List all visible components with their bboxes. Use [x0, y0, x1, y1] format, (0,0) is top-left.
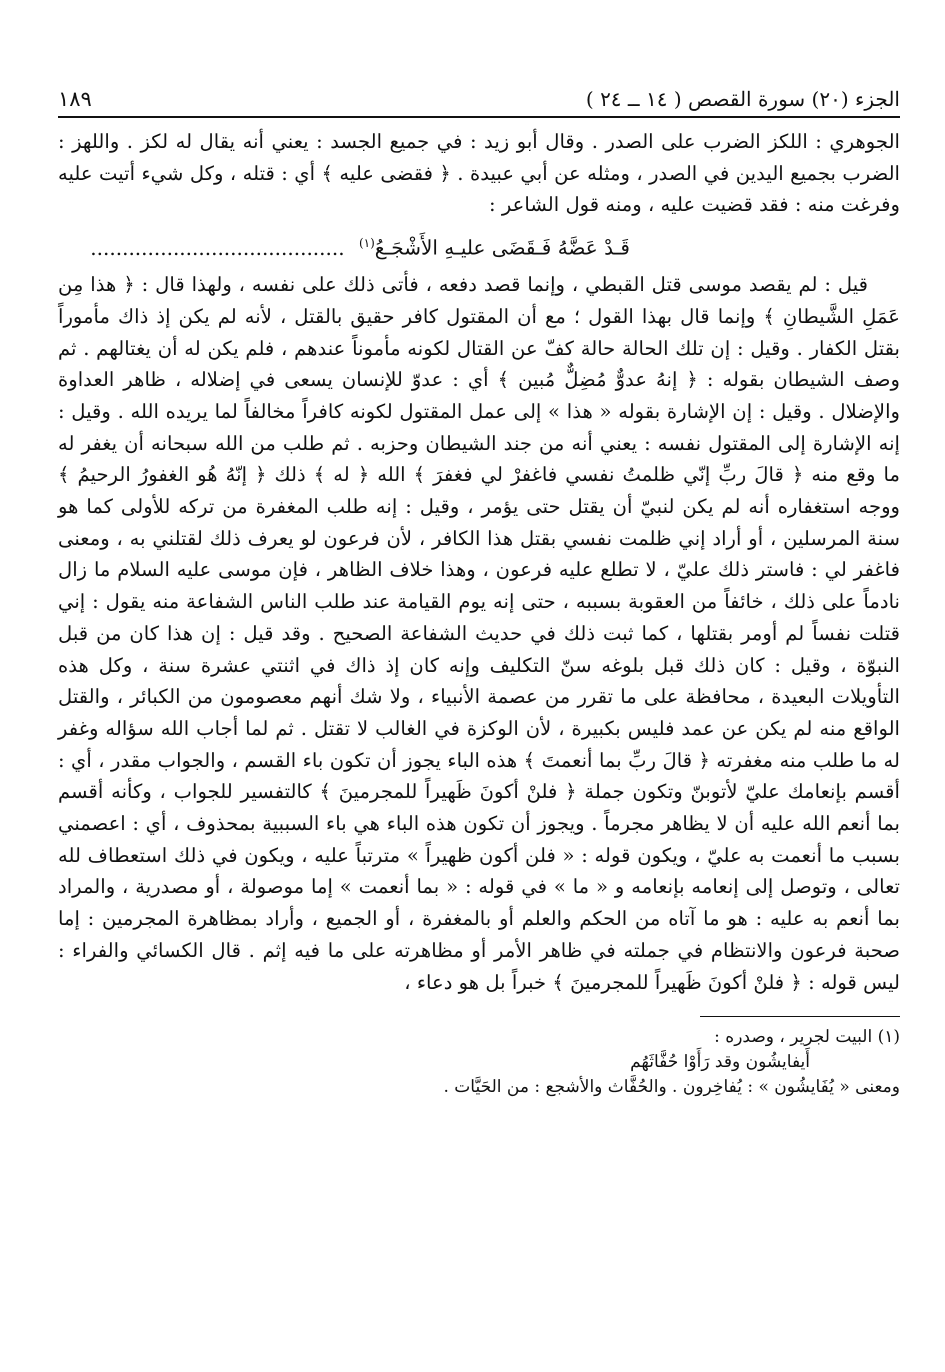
footnotes [58, 1025, 900, 1100]
verse-text: قَـدْ عَضَّهُ فَـقَضَى عليـهِ الأَشْجَـعُ [374, 235, 630, 260]
footnote-verse: أَيفايشُون وقد رَأَوْا حُفَّاثَهُم [630, 1052, 810, 1073]
page-header [58, 84, 900, 114]
body-text [58, 126, 900, 998]
paragraph-main: قيل : لم يقصد موسى قتل القبطي ، وإنما قصد دفعه ، فأتى ذلك على نفسه ، ولهذا قال : ﴿ هذا مِن عَمَلِ الشَّيطانِ ﴾ وإنما قال بهذا القول ؛ مع أن المقتول كافر حقيق بالقتل ، لأنه لم يكن إذ ذاك مأموراً بقتل الكفار . وقيل : إن تلك الحالة حالة كفّ عن القتال لكونه مأموناً عندهم ، فلم يكن له أن يغتالهم . ثم وصف الشيطان بقوله : ﴿ إنهُ عدوٌّ مُضِلٌّ مُبين ﴾ أي : عدوّ للإنسان يسعى في إضلاله ، ظاهر العداوة والإضلال . وقيل : إن الإشارة بقوله « هذا » إلى عمل المقتول لكونه كافراً مخالفاً لما يريده الله . وقيل : إنه الإشارة إلى المقتول نفسه : يعني أنه من جند الشيطان وحزبه . ثم طلب من الله سبحانه أن يغفر له ما وقع منه ﴿ قالَ ربِّ إنّي ظلمتُ نفسي فاغفرْ لي فغفرَ ﴾ الله ﴿ له ﴾ ذلك ﴿ إنّهُ هُو الغفورُ الرحيمُ ﴾ ووجه استغفاره أنه لم يكن لنبيّ أن يقتل حتى يؤمر ، وقيل : إنه طلب المغفرة من تركه للأولى كما هو سنة المرسلين ، أو أراد إني ظلمت نفسي بقتل هذا الكافر ، لأن فرعون لو يعرف ذلك لقتلني به ، ومعنى فاغفر لي : فاستر ذلك عليّ ، لا تطلع عليه فرعون ، وهذا خلاف الظاهر ، فإن موسى عليه السلام ما زال نادماً على ذلك ، خائفاً من العقوبة بسببه ، حتى إنه يوم القيامة عند طلب الناس الشفاعة منه يقول : إني قتلت نفساً لم أومر بقتلها ، كما ثبت ذلك في حديث الشفاعة الصحيح . وقد قيل : إن هذا كان من قبل النبوّة ، وقيل : كان ذلك قبل بلوغه سنّ التكليف وإنه كان إذ ذاك في اثنتي عشرة سنة ، وكل هذه التأويلات البعيدة ، محافظة على ما تقرر من عصمة الأنبياء ، ولا شك أنهم معصومون من الكبائر ، والقتل الواقع منه لم يكن عن عمد فليس بكبيرة ، لأن الوكزة في الغالب لا تقتل . ثم لما أجاب الله سؤاله وغفر له ما طلب منه مغفرته ﴿ قالَ ربِّ بما أنعمتَ ﴾ هذه الباء يجوز أن تكون باء القسم ، والجواب مقدر ، أي : أقسم بإنعامك عليّ لأتوبنّ وتكون جملة ﴿ فلنْ أكونَ ظَهيراً للمجرمينَ ﴾ كالتفسير للجواب ، وكأنه أقسم بما أنعم الله عليه أن لا يظاهر مجرماً . ويجوز أن تكون هذه الباء هي باء السببية بمحذوف ، أي : اعصمني بسبب ما أنعمت به عليّ ، ويكون قوله : « فلن أكون ظهيراً » مترتباً عليه ، ويكون في ذلك استعطاف لله تعالى ، وتوصل إلى إنعامه بإنعامه و « ما » في قوله : « بما أنعمت » إما موصولة ، أو مصدرية ، والمراد بما أنعم به عليه : هو ما آتاه من الحكم والعلم أو بالمغفرة ، أو الجميع ، وأراد بمظاهرة المجرمين : إما صحبة فرعون والانتظام في جملته في ظاهر الأمر أو مظاهرته على ما فيه إثم . قال الكسائي والفراء : ليس قوله : ﴿ فلنْ أكونَ ظَهيراً للمجرمينَ ﴾ خبراً بل هو دعاء ، [58, 273, 900, 994]
page-number: ١٨٩ [58, 87, 92, 111]
running-title: الجزء (٢٠) سورة القصص ( ١٤ ــ ٢٤ ) [585, 87, 900, 111]
verse-dots: ........................................ [90, 235, 345, 260]
page [58, 84, 900, 1100]
header-divider [58, 116, 900, 118]
footnote-marker: (١) [358, 236, 375, 251]
footnote-line-3: ومعنى « يُفَايشُون » : يُفاخِرون . والحُفَّاث والأشجع : من الحَيَّات . [443, 1077, 900, 1098]
footnote-divider [700, 1016, 900, 1017]
poetry-verse [58, 223, 900, 263]
footnote-line-1: (١) البيت لجرير ، وصدره : [714, 1027, 900, 1048]
paragraph-intro: الجوهري : اللكز الضرب على الصدر . وقال أبو زيد : في جميع الجسد : يعني أنه يقال له لكز . واللهز : الضرب بجميع اليدين في الصدر ، ومثله عن أبي عبيدة . ﴿ فقضى عليه ﴾ أي : قتله ، وكل شيء أتيت عليه وفرغت منه : فقد قضيت عليه ، ومنه قول الشاعر : [58, 130, 900, 217]
